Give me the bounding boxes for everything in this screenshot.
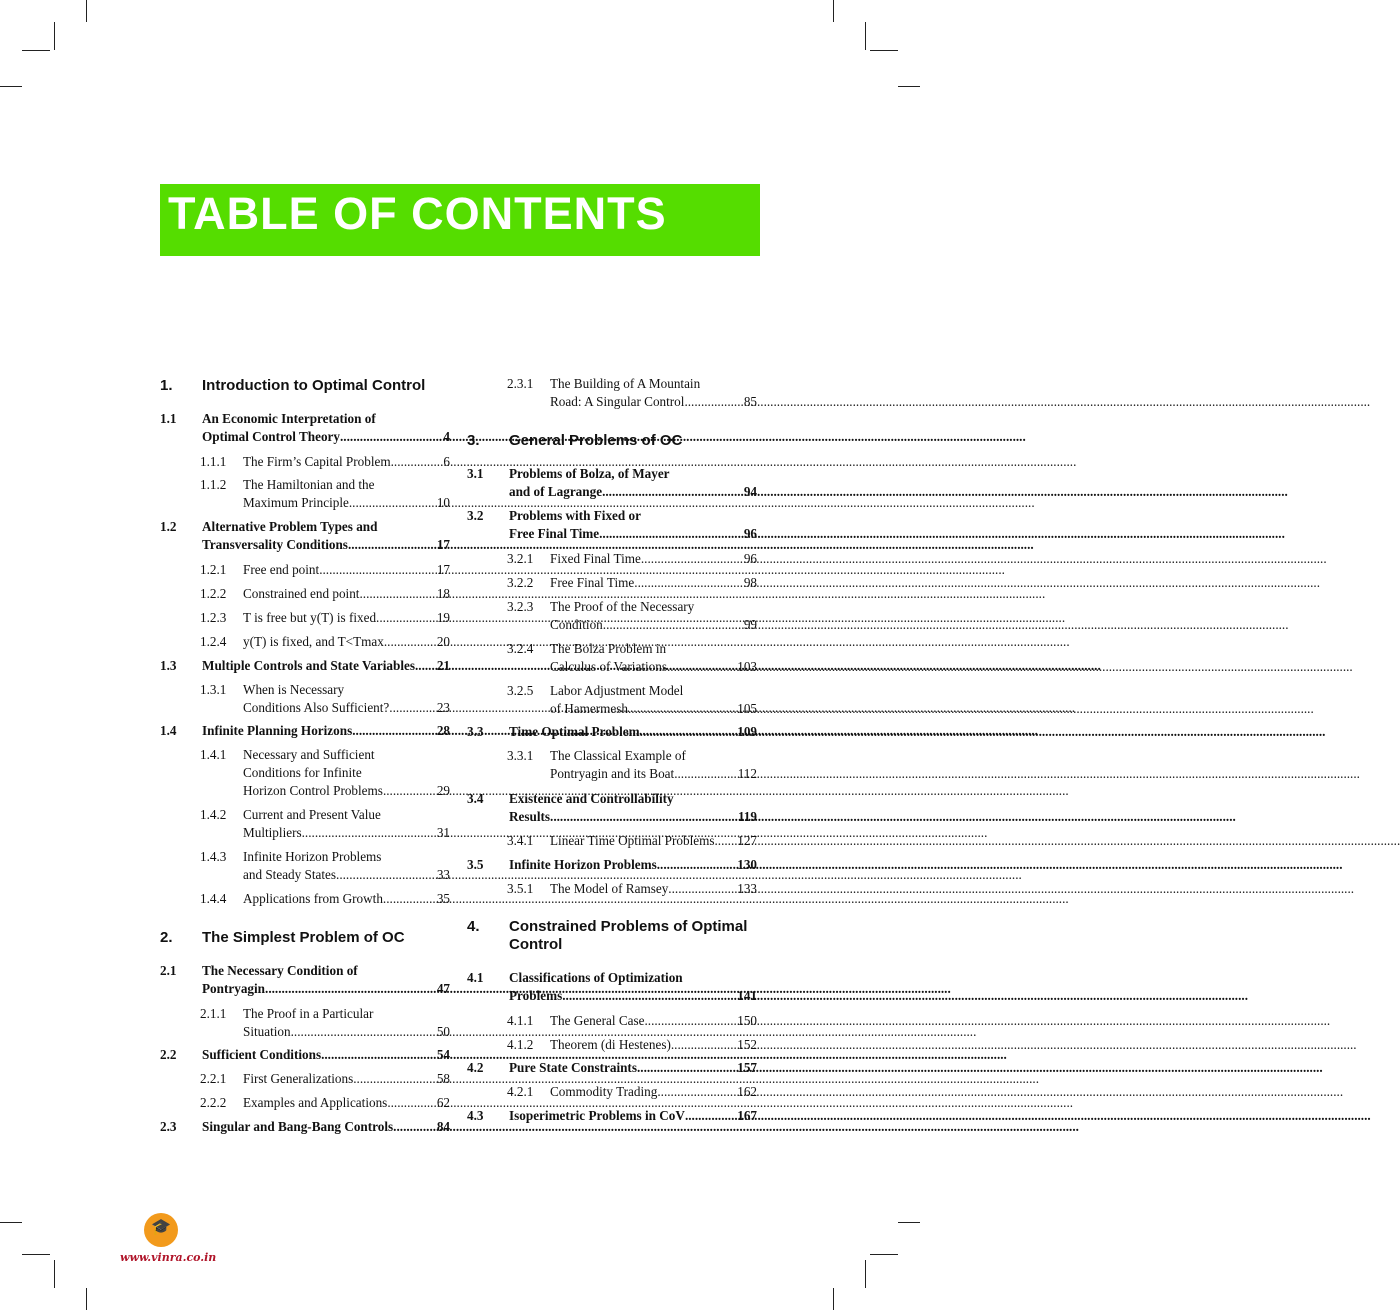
entry-number: 1.2.2 <box>200 586 227 601</box>
dot-leader <box>321 1046 437 1064</box>
crop-mark <box>0 1222 22 1223</box>
page-number: 133 <box>737 881 757 896</box>
entry-title <box>509 969 757 1005</box>
page-number: 23 <box>436 700 450 715</box>
entry-title-line: General Problems of OC <box>509 432 683 449</box>
entry-title <box>243 453 450 471</box>
entry-title-line: Multiple Controls and State Variables <box>202 658 415 673</box>
entry-title-line: T is free but y(T) is fixed. <box>243 610 380 625</box>
crop-mark <box>54 22 55 50</box>
entry-number: 3.5 <box>467 857 484 872</box>
dot-leader <box>550 808 738 826</box>
crop-mark <box>865 22 866 50</box>
entry-title-line: The Hamiltonian and the <box>243 477 375 492</box>
entry-title <box>509 918 757 954</box>
entry-number: 1.2.3 <box>200 610 227 625</box>
entry-title-line: Free end point <box>243 562 320 577</box>
entry-title-line: The General Case <box>550 1013 645 1028</box>
entry-title <box>243 746 450 800</box>
dot-leader <box>302 824 437 842</box>
crop-mark <box>865 1260 866 1288</box>
entry-title <box>509 1107 757 1125</box>
page-number: 127 <box>737 833 757 848</box>
entry-title <box>509 723 757 741</box>
page-number: 152 <box>737 1037 757 1052</box>
entry-number: 1.1.2 <box>200 477 227 492</box>
crop-mark <box>870 50 898 51</box>
entry-number: 3.4.1 <box>507 833 534 848</box>
page-number: 162 <box>737 1084 757 1099</box>
entry-number: 3.1 <box>467 466 484 481</box>
entry-title-line: Theorem (di Hestenes) <box>550 1037 671 1052</box>
entry-number: 1. <box>160 377 173 394</box>
entry-number: 3.5.1 <box>507 881 534 896</box>
entry-title <box>243 633 450 651</box>
entry-number: 3.2.3 <box>507 599 534 614</box>
entry-title-line: The Classical Example of <box>550 748 686 763</box>
entry-title-line: Pontryagin <box>202 981 266 996</box>
page-number: 29 <box>436 783 450 798</box>
entry-title <box>243 1005 450 1041</box>
dot-leader <box>685 1107 737 1125</box>
entry-title-line: Applications from Growth <box>243 891 383 906</box>
dot-leader <box>603 616 744 634</box>
entry-title-line: and Steady States <box>243 867 337 882</box>
page-number: 112 <box>737 766 757 781</box>
entry-title <box>243 561 450 579</box>
entry-number: 4.3 <box>467 1108 484 1123</box>
page-number: 141 <box>737 988 757 1003</box>
entry-title-line: Constrained end point <box>243 586 360 601</box>
page-number: 167 <box>737 1108 757 1123</box>
entry-number: 3.2.1 <box>507 551 534 566</box>
entry-title-line: Sufficient Conditions <box>202 1047 322 1062</box>
dot-leader <box>359 585 436 603</box>
dot-leader <box>291 1023 437 1041</box>
page-number: 99 <box>743 617 757 632</box>
entry-title <box>243 848 450 884</box>
entry-title <box>202 722 450 740</box>
entry-title-line: Isoperimetric Problems in CoV <box>509 1108 685 1123</box>
dot-leader <box>383 782 437 800</box>
crop-mark <box>22 50 50 51</box>
entry-title <box>202 929 450 947</box>
entry-number: 1.2.4 <box>200 634 227 649</box>
entry-number: 2.3.1 <box>507 376 534 391</box>
entry-title-line: Time Optimal Problem <box>509 724 640 739</box>
page-number: 119 <box>737 809 757 824</box>
crop-mark <box>898 86 920 87</box>
page-number: 4 <box>443 429 450 444</box>
crop-mark <box>833 1288 834 1310</box>
page-number: 6 <box>443 454 450 469</box>
entry-number: 4.2 <box>467 1060 484 1075</box>
entry-title-line: Maximum Principle <box>243 495 349 510</box>
entry-title-line: The Simplest Problem of OC <box>202 929 405 946</box>
entry-title <box>509 790 757 826</box>
page-number: 94 <box>743 484 757 499</box>
dot-leader <box>391 453 444 471</box>
entry-title-line: Multipliers <box>243 825 302 840</box>
page-number: 98 <box>743 575 757 590</box>
entry-title-line: The Proof of the Necessary <box>550 599 695 614</box>
entry-title-line: Linear Time Optimal Problems <box>550 833 715 848</box>
entry-title <box>550 375 757 411</box>
entry-title-line: Current and Present Value <box>243 807 381 822</box>
entry-number: 1.4.4 <box>200 891 227 906</box>
entry-title-line: Transversality Conditions <box>202 537 348 552</box>
entry-title-line: The Building of A Mountain <box>550 376 701 391</box>
entry-number: 4.2.1 <box>507 1084 534 1099</box>
entry-title <box>243 1070 450 1088</box>
page-number: 33 <box>436 867 450 882</box>
entry-number: 4.1.2 <box>507 1037 534 1052</box>
entry-title-line: Free Final Time <box>509 526 600 541</box>
dot-leader <box>657 856 737 874</box>
entry-number: 3.3.1 <box>507 748 534 763</box>
entry-number: 1.4.2 <box>200 807 227 822</box>
entry-title-line: Infinite Horizon Problems <box>509 857 657 872</box>
page-number: 54 <box>436 1047 450 1062</box>
dot-leader <box>671 1036 737 1054</box>
entry-title <box>243 681 450 717</box>
dot-leader <box>599 525 744 543</box>
entry-title <box>202 518 450 554</box>
page-number: 157 <box>737 1060 757 1075</box>
dot-leader <box>628 700 737 718</box>
dot-leader <box>389 699 437 717</box>
entry-title-line: Pontryagin and its Boat <box>550 766 675 781</box>
entry-title-line: Road: A Singular Control <box>550 394 685 409</box>
dot-leader <box>319 561 437 579</box>
dot-leader <box>393 1118 437 1136</box>
entry-number: 3.3 <box>467 724 484 739</box>
entry-title <box>550 1083 757 1101</box>
entry-title-line: Infinite Horizon Problems <box>243 849 382 864</box>
entry-title-line: Commodity Trading <box>550 1084 658 1099</box>
dot-leader <box>349 494 437 512</box>
entry-title-line: Classifications of Optimization <box>509 970 683 985</box>
entry-title-line: y(T) is fixed, and T<Tmax <box>243 634 384 649</box>
entry-title-line: Calculus of Variations <box>550 659 667 674</box>
entry-title-line: Conditions Also Sufficient? <box>243 700 390 715</box>
page-title: TABLE OF CONTENTS <box>168 188 667 239</box>
entry-title-line: Results <box>509 809 551 824</box>
page-number: 105 <box>737 701 757 716</box>
entry-title <box>550 832 757 850</box>
page-number: 96 <box>743 526 757 541</box>
page-number: 17 <box>436 537 450 552</box>
page-number: 20 <box>436 634 450 649</box>
crop-mark <box>22 1254 50 1255</box>
entry-number: 3.2.2 <box>507 575 534 590</box>
page-number: 150 <box>737 1013 757 1028</box>
page-number: 109 <box>737 724 757 739</box>
dot-leader <box>634 574 744 592</box>
entry-title-line: Free Final Time <box>550 575 635 590</box>
entry-title-line: Singular and Bang-Bang Controls <box>202 1119 394 1134</box>
entry-title-line: First Generalizations <box>243 1071 354 1086</box>
website-link[interactable]: www.vinra.co.in <box>120 1251 217 1264</box>
entry-title-line: Pure State Constraints <box>509 1060 637 1075</box>
graduation-cap-icon: 🎓 <box>151 1217 171 1236</box>
crop-mark <box>898 1222 920 1223</box>
entry-title-line: Control <box>509 936 563 953</box>
page-number: 19 <box>436 610 450 625</box>
entry-title-line: Examples and Applications <box>243 1095 388 1110</box>
entry-title-line: The Necessary Condition of <box>202 963 358 978</box>
dot-leader <box>637 1059 737 1077</box>
entry-number: 2.1 <box>160 963 177 978</box>
entry-title <box>550 598 757 634</box>
page-number: 62 <box>436 1095 450 1110</box>
entry-number: 1.2.1 <box>200 562 227 577</box>
dot-leader <box>602 483 744 501</box>
entry-title <box>243 1094 450 1112</box>
entry-title <box>202 962 450 998</box>
entry-title <box>509 465 757 501</box>
entry-title-line: Infinite Planning Horizons <box>202 723 353 738</box>
entry-title-line: Condition <box>550 617 603 632</box>
entry-title-line: Situation <box>243 1024 291 1039</box>
page-number: 18 <box>436 586 450 601</box>
page-number: 58 <box>436 1071 450 1086</box>
entry-number: 1.4.1 <box>200 747 227 762</box>
dot-leader <box>384 633 437 651</box>
entry-title <box>509 507 757 543</box>
page-number: 130 <box>737 857 757 872</box>
entry-title-line: Fixed Final Time <box>550 551 641 566</box>
entry-title-line: Conditions for Infinite <box>243 765 362 780</box>
entry-number: 4.1.1 <box>507 1013 534 1028</box>
entry-title-line: Alternative Problem Types and <box>202 519 378 534</box>
entry-title-line: The Model of Ramsey <box>550 881 669 896</box>
page-number: 85 <box>743 394 757 409</box>
dot-leader <box>353 1070 437 1088</box>
page-number: 50 <box>436 1024 450 1039</box>
entry-number: 3.2 <box>467 508 484 523</box>
page-number: 21 <box>436 658 450 673</box>
entry-title <box>550 880 757 898</box>
crop-mark <box>54 1260 55 1288</box>
entry-number: 3.2.4 <box>507 641 534 656</box>
entry-number: 1.3 <box>160 658 177 673</box>
dot-leader <box>640 723 738 741</box>
entry-number: 1.3.1 <box>200 682 227 697</box>
page-number: 35 <box>436 891 450 906</box>
page-number: 96 <box>743 551 757 566</box>
entry-title <box>202 1118 450 1136</box>
dot-leader <box>641 550 744 568</box>
entry-number: 2.1.1 <box>200 1006 227 1021</box>
entry-title-line: Introduction to Optimal Control <box>202 377 426 394</box>
entry-title-line: The Bolza Problem in <box>550 641 667 656</box>
entry-title <box>243 609 450 627</box>
entry-title <box>509 856 757 874</box>
entry-title-line: The Firm’s Capital Problem <box>243 454 391 469</box>
entry-title-line: Optimal Control Theory <box>202 429 340 444</box>
entry-title-line: Problems with Fixed or <box>509 508 641 523</box>
entry-title <box>550 1012 757 1030</box>
page-number: 28 <box>436 723 450 738</box>
entry-title-line: of Hamermesh <box>550 701 628 716</box>
publisher-logo <box>144 1213 178 1247</box>
page-number: 10 <box>436 495 450 510</box>
entry-title <box>202 657 450 675</box>
page-number: 17 <box>436 562 450 577</box>
entry-number: 1.1.1 <box>200 454 227 469</box>
entry-title <box>550 747 757 783</box>
dot-leader <box>352 722 437 740</box>
entry-title-line: Labor Adjustment Model <box>550 683 684 698</box>
dot-leader <box>415 657 437 675</box>
entry-title <box>509 432 757 450</box>
entry-title-line: Problems of Bolza, of Mayer <box>509 466 670 481</box>
dot-leader <box>667 658 737 676</box>
dot-leader <box>387 1094 437 1112</box>
entry-title-line: Existence and Controllability <box>509 791 674 806</box>
crop-mark <box>86 0 87 22</box>
entry-title <box>243 890 450 908</box>
entry-number: 4.1 <box>467 970 484 985</box>
entry-title <box>550 640 757 676</box>
page-number: 47 <box>436 981 450 996</box>
entry-title <box>550 550 757 568</box>
crop-mark <box>833 0 834 22</box>
entry-title <box>243 476 450 512</box>
entry-title-line: Horizon Control Problems <box>243 783 383 798</box>
entry-number: 2.2 <box>160 1047 177 1062</box>
dot-leader <box>383 890 437 908</box>
dot-leader <box>657 1083 737 1101</box>
page-number: 103 <box>737 659 757 674</box>
entry-title-line: and of Lagrange <box>509 484 603 499</box>
entry-number: 1.4.3 <box>200 849 227 864</box>
dot-leader <box>348 536 437 554</box>
crop-mark <box>86 1288 87 1310</box>
entry-number: 3. <box>467 432 480 449</box>
entry-title <box>202 410 450 446</box>
crop-mark <box>0 86 22 87</box>
entry-title <box>202 1046 450 1064</box>
entry-number: 1.2 <box>160 519 177 534</box>
crop-mark <box>870 1254 898 1255</box>
entry-number: 2. <box>160 929 173 946</box>
entry-number: 4. <box>467 918 480 935</box>
dot-leader <box>668 880 737 898</box>
dot-leader <box>379 609 436 627</box>
entry-title <box>243 585 450 603</box>
title-banner <box>160 184 760 256</box>
dot-leader <box>340 428 443 446</box>
entry-title <box>202 377 450 395</box>
dot-leader <box>562 987 737 1005</box>
entry-number: 1.4 <box>160 723 177 738</box>
dot-leader <box>265 980 437 998</box>
dot-leader <box>684 393 743 411</box>
entry-title <box>550 1036 757 1054</box>
page-number: 31 <box>436 825 450 840</box>
entry-title-line: An Economic Interpretation of <box>202 411 376 426</box>
dot-leader <box>644 1012 737 1030</box>
entry-title-line: When is Necessary <box>243 682 345 697</box>
entry-number: 3.4 <box>467 791 484 806</box>
dot-leader <box>674 765 738 783</box>
dot-leader <box>336 866 437 884</box>
page-number: 84 <box>436 1119 450 1134</box>
entry-title-line: The Proof in a Particular <box>243 1006 374 1021</box>
entry-number: 2.3 <box>160 1119 177 1134</box>
entry-title <box>243 806 450 842</box>
entry-title-line: Necessary and Sufficient <box>243 747 375 762</box>
entry-number: 2.2.1 <box>200 1071 227 1086</box>
entry-title <box>550 682 757 718</box>
entry-number: 2.2.2 <box>200 1095 227 1110</box>
entry-title-line: Constrained Problems of Optimal <box>509 918 748 935</box>
entry-title <box>550 574 757 592</box>
entry-title-line: Problems <box>509 988 563 1003</box>
entry-number: 3.2.5 <box>507 683 534 698</box>
entry-title <box>509 1059 757 1077</box>
dot-leader <box>714 832 737 850</box>
entry-number: 1.1 <box>160 411 177 426</box>
